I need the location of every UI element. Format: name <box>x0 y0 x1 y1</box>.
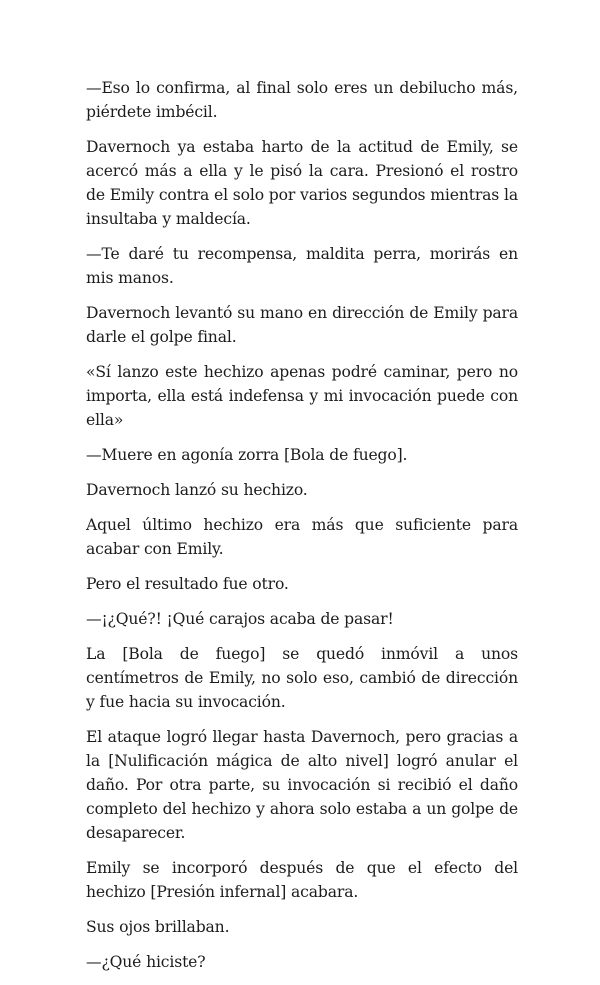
paragraph: —Te daré tu recompensa, maldita perra, morirás en mis manos. <box>86 245 518 287</box>
paragraph: Pero el resultado fue otro. <box>86 575 289 593</box>
paragraph: Emily se incorporó después de que el efecto del hechizo [Presión infernal] acabara. <box>86 859 518 901</box>
paragraph: «Sí lanzo este hechizo apenas podré caminar, pero no importa, ella está indefensa y mi invocación puede con ella» <box>86 363 518 429</box>
page-body <box>86 76 518 985</box>
paragraph: Davernoch lanzó su hechizo. <box>86 481 308 499</box>
paragraph: La [Bola de fuego] se quedó inmóvil a unos centímetros de Emily, no solo eso, cambió de dirección y fue hacia su invocación. <box>86 645 518 711</box>
paragraph: —Muere en agonía zorra [Bola de fuego]. <box>86 446 408 464</box>
paragraph: Davernoch levantó su mano en dirección de Emily para darle el golpe final. <box>86 304 518 346</box>
paragraph: Sus ojos brillaban. <box>86 918 230 936</box>
paragraph: El ataque logró llegar hasta Davernoch, pero gracias a la [Nulificación mágica de alto nivel] logró anular el daño. Por otra parte, su invocación si recibió el daño completo del hechizo y ahora solo estaba a un golpe de desaparecer. <box>86 728 518 842</box>
paragraph: —Eso lo confirma, al final solo eres un debilucho más, piérdete imbécil. <box>86 79 518 121</box>
paragraph: —¡¿Qué?! ¡Qué carajos acaba de pasar! <box>86 610 394 628</box>
paragraph: Davernoch ya estaba harto de la actitud de Emily, se acercó más a ella y le pisó la cara. Presionó el rostro de Emily contra el solo por varios segundos mientras la insultaba y maldecía. <box>86 138 518 228</box>
paragraph: Aquel último hechizo era más que suficiente para acabar con Emily. <box>86 516 518 558</box>
paragraph: —¿Qué hiciste? <box>86 953 206 971</box>
